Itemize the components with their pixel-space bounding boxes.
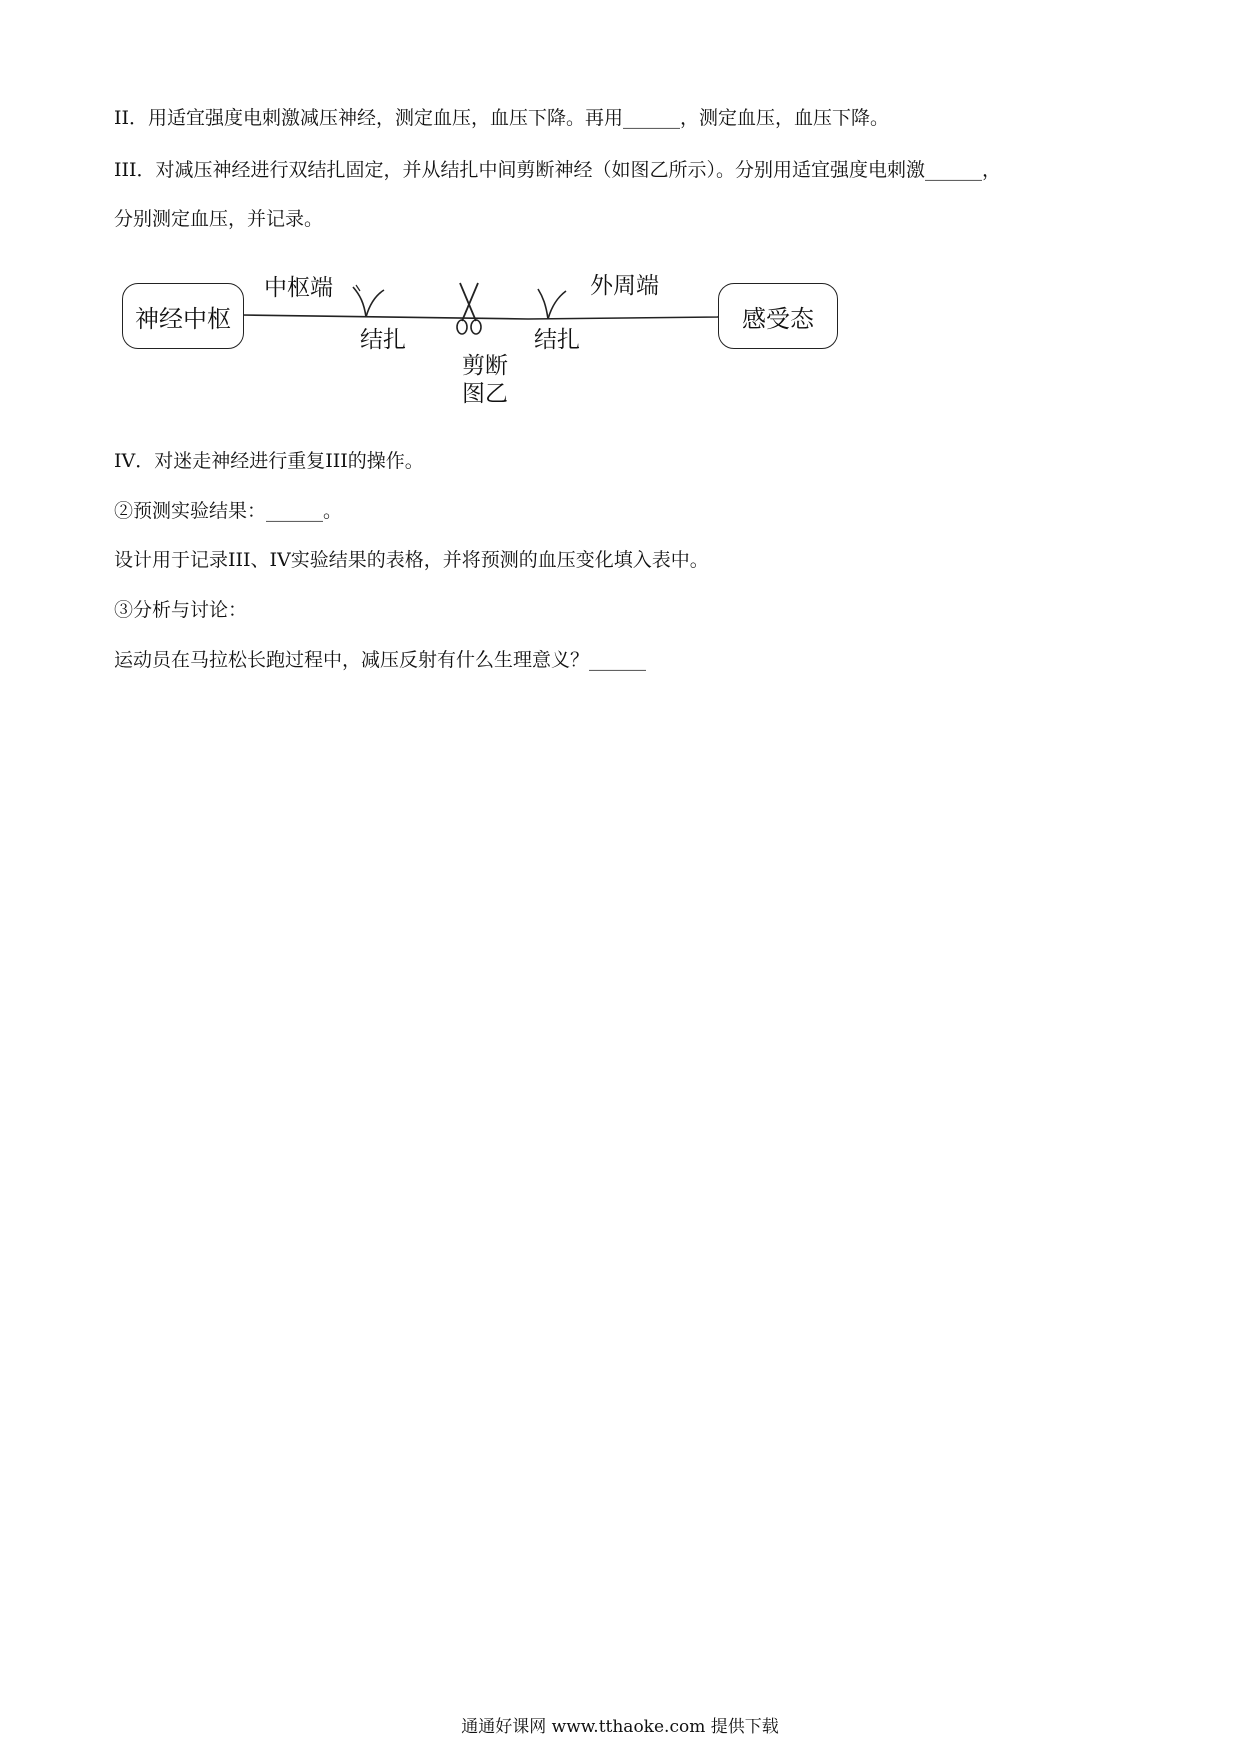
peripheral-end-label: 外周端 — [590, 273, 659, 299]
ligature-left-label: 结扎 — [360, 327, 406, 353]
receptor-box: 感受态 — [718, 283, 838, 349]
analysis-heading: ③分析与讨论： — [114, 599, 248, 621]
nerve-ligation-diagram — [118, 275, 858, 415]
step-3-text-line-1: III．对减压神经进行双结扎固定，并从结扎中间剪断神经（如图乙所示）。分别用适宜强度电刺激______， — [114, 159, 1002, 181]
step-2-text: II．用适宜强度电刺激减压神经，测定血压，血压下降。再用______，测定血压，血压下降。 — [114, 107, 890, 129]
figure-caption: 图乙 — [462, 381, 508, 407]
question-text: 运动员在马拉松长跑过程中，减压反射有什么生理意义？______ — [114, 649, 647, 671]
table-instruction-text: 设计用于记录III、IV实验结果的表格，并将预测的血压变化填入表中。 — [114, 549, 709, 571]
page-footer: 通通好课网 www.tthaoke.com 提供下载 — [461, 1717, 779, 1737]
scissors-icon — [457, 283, 481, 334]
step-3-text-line-2: 分别测定血压，并记录。 — [114, 208, 324, 230]
ligature-icon — [538, 289, 566, 319]
nerve-center-box: 神经中枢 — [122, 283, 244, 349]
ligature-right-label: 结扎 — [534, 327, 580, 353]
prediction-text: ②预测实验结果：______。 — [114, 500, 343, 522]
step-4-text: IV．对迷走神经进行重复III的操作。 — [114, 450, 424, 472]
central-end-label: 中枢端 — [264, 275, 333, 301]
ligature-icon — [353, 285, 384, 317]
cut-label: 剪断 — [462, 353, 508, 379]
